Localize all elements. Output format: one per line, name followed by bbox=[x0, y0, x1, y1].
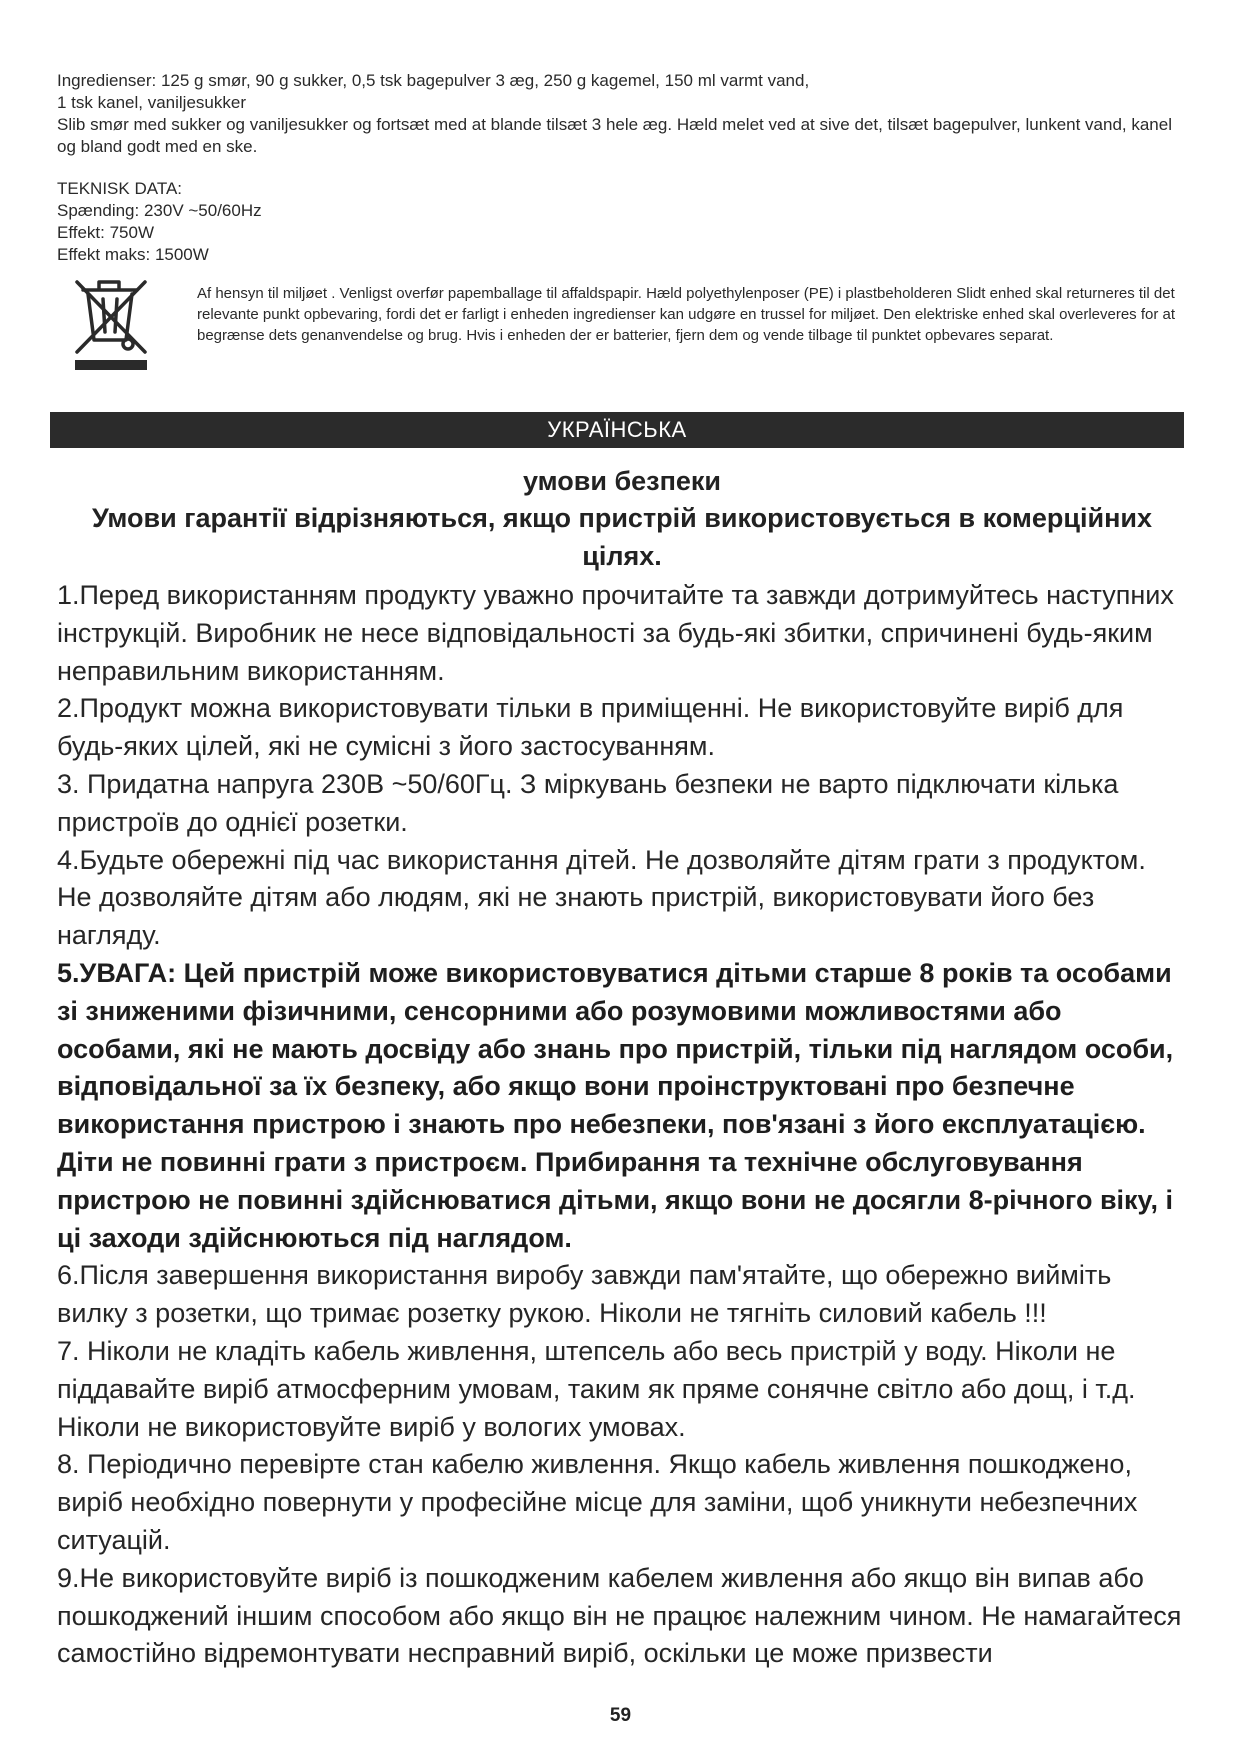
warranty-notice: Умови гарантії відрізняються, якщо пристрій використовується в комерційних цілях. bbox=[91, 503, 1153, 571]
safety-item-5-warning: 5.УВАГА: Цей пристрій може використовуватися дітьми старше 8 років та особами зі зниженими фізичними, сенсорними або розумовими можливостями або особами, які не мають досвіду або знань про пристрій, тільки під наглядом особи, відповідальної за їх безпеку, або якщо вони проінструктовані про безпечне використання пристрою і знають про небезпеки, пов'язані з його експлуатацією. Діти не повинні грати з пристроєм. Прибирання та технічне обслуговування пристрою не повинні здійснюватися дітьми, якщо вони не досягли 8-річного віку, і ці заходи здійснюються під наглядом. bbox=[57, 957, 1174, 1253]
safety-title: умови безпеки bbox=[522, 466, 722, 496]
crossed-out-wheelie-bin-icon bbox=[57, 274, 167, 378]
recipe-block bbox=[57, 70, 1187, 158]
safety-item-6: 6.Після завершення використання виробу завжди пам'ятайте, що обережно вийміть вилку з розетки, що тримає розетку рукою. Ніколи не тягніть силовий кабель !!! bbox=[57, 1260, 1112, 1329]
tech-power: Effekt: 750W bbox=[57, 223, 155, 242]
tech-power-max: Effekt maks: 1500W bbox=[57, 245, 209, 264]
tech-voltage: Spænding: 230V ~50/60Hz bbox=[57, 201, 262, 220]
safety-item-8: 8. Періодично перевірте стан кабелю живлення. Якщо кабель живлення пошкоджено, виріб необхідно повернути у професійне місце для заміни, щоб уникнути небезпечних ситуацій. bbox=[57, 1449, 1138, 1555]
safety-item-2: 2.Продукт можна використовувати тільки в приміщенні. Не використовуйте виріб для будь-яких цілей, які не сумісні з його застосуванням. bbox=[57, 693, 1124, 762]
safety-item-3: 3. Придатна напруга 230В ~50/60Гц. З міркувань безпеки не варто підключати кілька пристроїв до однієї розетки. bbox=[57, 768, 1119, 837]
technical-data bbox=[57, 178, 1187, 266]
recipe-method: Slib smør med sukker og vaniljesukker og fortsæt med at blande tilsæt 3 hele æg. Hæld melet ved at sive det, tilsæt bagepulver, lunkent vand, kanel og bland godt med en ske. bbox=[57, 115, 1172, 156]
environment-notice-text: Af hensyn til miljøet . Venligst overfør papemballage til affaldspapir. Hæld polyethylenposer (PE) i plastbeholderen Slidt enhed skal returneres til det relevante punkt opbevaring, fordi det er farligt i enheden ingredienser kan udgøre en trussel for miljøet. Den elektriske enhed skal overleveres for at begrænse dets genanvendelse og brug. Hvis i enheden der er batterier, fjern dem og vende tilbage til punktet opbevares separat. bbox=[197, 285, 1176, 344]
safety-item-1: 1.Перед використанням продукту уважно прочитайте та завжди дотримуйтесь наступних інструкцій. Виробник не несе відповідальності за будь-які збитки, спричинені будь-яким неправильним використанням. bbox=[57, 580, 1174, 686]
safety-item-9: 9.Не використовуйте виріб із пошкодженим кабелем живлення або якщо він випав або пошкоджений іншим способом або якщо він не працює належним чином. Не намагайтеся самостійно відремонтувати несправний виріб, оскільки це може призвести bbox=[57, 1562, 1182, 1669]
tech-data-title: TEKNISK DATA: bbox=[57, 179, 183, 198]
environment-notice-row bbox=[57, 268, 1187, 378]
ukrainian-section bbox=[57, 463, 1187, 1673]
section-header-ukrainian: УКРАЇНСЬКА bbox=[50, 412, 1184, 448]
ingredients-line-1: Ingredienser: 125 g smør, 90 g sukker, 0,5 tsk bagepulver 3 æg, 250 g kagemel, 150 ml varmt vand, bbox=[57, 71, 810, 90]
page-number: 59 bbox=[609, 1705, 632, 1726]
safety-item-4: 4.Будьте обережні під час використання дітей. Не дозволяйте дітям грати з продуктом. Не дозволяйте дітям або людям, які не знають пристрій, використовувати його без нагляду. bbox=[57, 844, 1146, 951]
safety-item-7: 7. Ніколи не кладіть кабель живлення, штепсель або весь пристрій у воду. Ніколи не піддавайте виріб атмосферним умовам, таким як пряме сонячне світло або дощ, і т.д. Ніколи не використовуйте виріб у вологих умовах. bbox=[57, 1335, 1136, 1442]
danish-section bbox=[57, 70, 1187, 378]
ingredients-line-2: 1 tsk kanel, vaniljesukker bbox=[57, 93, 246, 112]
